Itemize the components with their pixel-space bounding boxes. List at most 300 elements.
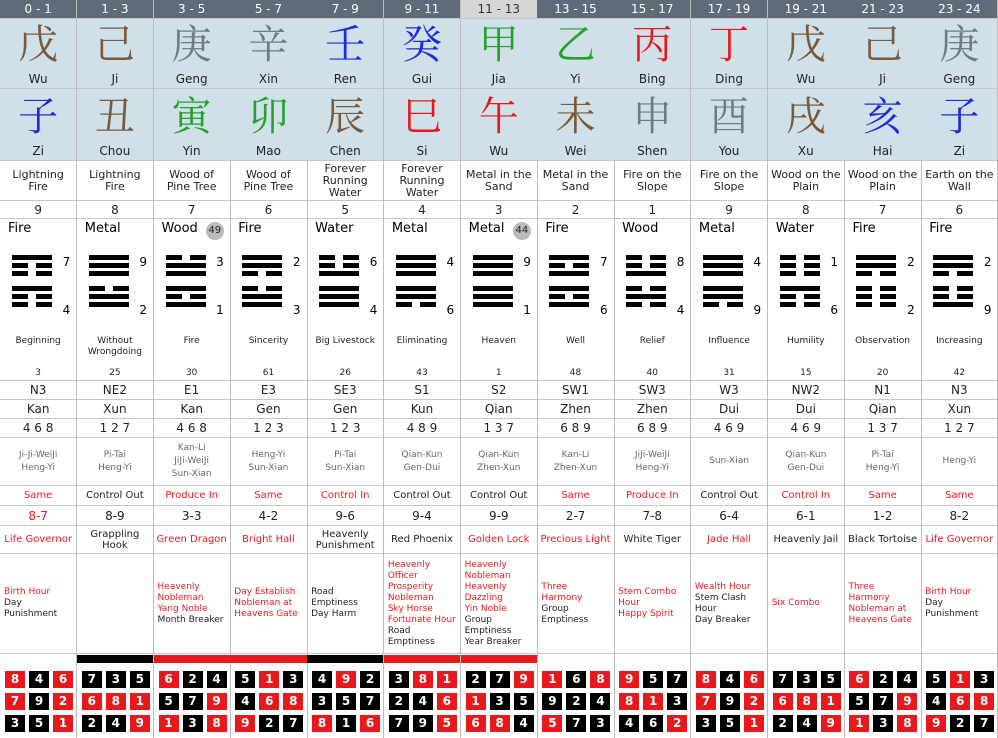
flying-star-number: 8 [696, 671, 716, 688]
hexagram-element: Metal [391, 221, 428, 236]
hexagram-badge: 49 [206, 222, 224, 240]
hexagram-line [166, 294, 206, 299]
broken-line-left [626, 263, 642, 268]
hexagram-cell [230, 219, 306, 381]
flying-star-number: 5 [235, 671, 255, 688]
hexagram-line [549, 271, 589, 276]
solid-line [242, 294, 282, 299]
event-line: Heavenly [464, 581, 507, 592]
event-line: Group [541, 603, 569, 614]
branch-character: 辰 [325, 94, 366, 140]
flying-star-number: 2 [259, 715, 279, 732]
hexagram-line [319, 271, 359, 276]
hexagram-cell [461, 219, 537, 381]
stem-character: 庚 [939, 22, 980, 68]
flying-star-number: 5 [336, 693, 356, 710]
flying-star-number: 4 [413, 693, 433, 710]
flying-star-number: 8 [283, 693, 303, 710]
flying-star-number: 6 [643, 715, 663, 732]
flying-star-number: 4 [720, 671, 740, 688]
star-cell [307, 526, 383, 554]
branch-character: 丑 [94, 94, 135, 140]
hour-column[interactable] [230, 0, 307, 738]
pair-label: Sun-Xian [248, 462, 289, 473]
branch-character: 申 [632, 94, 673, 140]
pair-cell [384, 438, 460, 486]
hexagram-name: Big Livestock [315, 336, 375, 346]
pair-label: Kan-Li [177, 443, 206, 453]
hexagram-cell [307, 219, 383, 381]
hexagram-line [242, 302, 282, 307]
hexagram-lines [396, 255, 436, 310]
stem-pinyin: Bing [638, 72, 666, 86]
flying-star-number: 2 [667, 715, 687, 732]
event-line: Birth Hour [4, 587, 51, 597]
broken-line-right [880, 294, 896, 299]
flying-star-grid [0, 667, 76, 738]
earthly-branch-cell [768, 89, 844, 161]
flying-star-number: 2 [744, 693, 764, 710]
broken-line-right [804, 302, 820, 307]
hour-range-header[interactable]: 17 - 19 [691, 0, 767, 19]
nayin-cell [77, 161, 153, 201]
hexagram-line [12, 255, 52, 260]
hexagram-element: Fire [929, 221, 953, 236]
direction-cell: SW3 [614, 381, 690, 400]
status-bar [307, 655, 383, 663]
hexagram-line [89, 271, 129, 276]
period-number: 6 [921, 201, 997, 219]
star-name: Black Tortoise [848, 534, 918, 545]
event-line: Nobleman at [848, 603, 907, 614]
combination-cell: 9-4 [384, 506, 460, 526]
hour-range-header[interactable]: 5 - 7 [230, 0, 306, 19]
pair-label: Sun-Xian [171, 469, 212, 479]
hexagram-line [856, 286, 896, 291]
stem-character: 甲 [478, 22, 519, 68]
event-line: Nobleman [387, 592, 434, 603]
relation-cell: Same [844, 486, 920, 506]
lower-number: 6 [446, 303, 455, 317]
flying-star-number: 2 [566, 693, 586, 710]
hour-column[interactable] [844, 0, 921, 738]
flying-star-grid [691, 667, 767, 738]
flying-star-number: 4 [235, 693, 255, 710]
trigram-numbers: 4 6 8 [154, 419, 230, 438]
hexagram-cell [77, 219, 153, 381]
solid-line [626, 271, 666, 276]
hexagram-line [473, 294, 513, 299]
direction-cell: S1 [384, 381, 460, 400]
flying-star-number: 3 [106, 671, 126, 688]
flying-star-number: 3 [873, 715, 893, 732]
trigram-cell: Qian [461, 400, 537, 419]
period-number: 6 [230, 201, 306, 219]
hexagram-element: Fire [545, 221, 569, 236]
flying-star-number: 6 [849, 671, 869, 688]
branch-pinyin: Zi [32, 144, 44, 158]
solid-line [12, 255, 52, 260]
hour-column[interactable] [921, 0, 998, 738]
pair-cell [614, 438, 690, 486]
hexagram-cell [537, 219, 613, 381]
hexagram-number: 15 [800, 368, 812, 378]
solid-line [166, 263, 206, 268]
star-cell [461, 526, 537, 554]
earthly-branch-cell [921, 89, 997, 161]
broken-line-right [804, 271, 820, 276]
solid-line [703, 263, 743, 268]
hour-range-header[interactable]: 3 - 5 [154, 0, 230, 19]
hexagram-line [12, 294, 52, 299]
trigram-numbers: 1 3 7 [461, 419, 537, 438]
event-line: Month Breaker [157, 614, 224, 625]
hexagram-lines [89, 255, 129, 310]
hour-range-header[interactable]: 15 - 17 [614, 0, 690, 19]
hour-column[interactable] [77, 0, 154, 738]
broken-line-left [242, 271, 258, 276]
broken-line-right [804, 263, 820, 268]
flying-star-number: 6 [466, 715, 486, 732]
hexagram-line [396, 286, 436, 291]
hexagram-line [319, 294, 359, 299]
flying-star-grid [461, 667, 537, 738]
earthly-branch-cell [154, 89, 230, 161]
flying-star-number: 5 [720, 715, 740, 732]
pair-cell [768, 438, 844, 486]
hour-range-header[interactable]: 11 - 13 [461, 0, 537, 19]
hexagram-lines [549, 255, 589, 310]
event-line: Six Combo [771, 598, 820, 608]
hexagram-line [12, 271, 52, 276]
solid-line [396, 263, 436, 268]
auspicious-events-cell [307, 554, 383, 654]
broken-line-right [880, 271, 896, 276]
hour-column[interactable] [614, 0, 691, 738]
flying-star-number: 6 [950, 693, 970, 710]
flying-star-number: 8 [974, 693, 994, 710]
combination-cell: 7-8 [614, 506, 690, 526]
hexagram-line [856, 255, 896, 260]
solid-line [703, 255, 743, 260]
hexagram-line [242, 286, 282, 291]
auspicious-events-cell [384, 554, 460, 654]
broken-line-left [166, 294, 182, 299]
solid-line [396, 294, 436, 299]
relation-cell: Produce In [614, 486, 690, 506]
event-line: Yang Noble [157, 603, 208, 614]
star-name: Life Governor [925, 534, 994, 545]
broken-line-left [856, 286, 872, 291]
branch-character: 酉 [709, 94, 750, 140]
event-line: Nobleman [464, 570, 511, 581]
hour-range-header[interactable]: 1 - 3 [77, 0, 153, 19]
flying-star-number: 7 [974, 715, 994, 732]
relation-cell: Control Out [461, 486, 537, 506]
combination-cell: 8-7 [0, 506, 76, 526]
hexagram-number: 61 [262, 368, 275, 378]
auspicious-events-cell [230, 554, 306, 654]
solid-line [12, 286, 52, 291]
broken-line-right [420, 302, 436, 307]
broken-line-right [650, 263, 666, 268]
branch-character: 午 [478, 94, 519, 140]
branch-pinyin: Wei [564, 144, 587, 158]
lower-number: 2 [139, 303, 148, 317]
hexagram-line [549, 255, 589, 260]
hexagram-line [12, 286, 52, 291]
broken-line-right [266, 286, 282, 291]
solid-line [166, 286, 206, 291]
hexagram-line [933, 255, 973, 260]
nayin-label: Wood of Pine Tree [166, 167, 217, 193]
hexagram-line [549, 263, 589, 268]
star-cell [768, 526, 844, 554]
heavenly-stem-cell [537, 19, 613, 89]
hexagram-line [166, 271, 206, 276]
hour-column[interactable] [461, 0, 538, 738]
hexagram-line [12, 263, 52, 268]
hexagram-line [780, 286, 820, 291]
trigram-cell: Dui [768, 400, 844, 419]
stem-pinyin: Ding [715, 72, 743, 86]
hexagram-lines [12, 255, 52, 310]
branch-pinyin: Yin [182, 144, 201, 158]
flying-star-number: 9 [29, 693, 49, 710]
hexagram-badge: 44 [513, 222, 531, 240]
lower-number: 9 [983, 303, 992, 317]
star-name: Golden Lock [468, 534, 530, 545]
trigram-cell: Xun [77, 400, 153, 419]
flying-star-number: 6 [773, 693, 793, 710]
star-name: Precious Light [540, 534, 611, 545]
hexagram-lines [856, 255, 896, 310]
flying-star-number: 3 [283, 671, 303, 688]
broken-line-right [190, 294, 206, 299]
hour-column[interactable] [0, 0, 77, 738]
hexagram-lines [933, 255, 973, 310]
pair-label: Sun-Xian [709, 456, 749, 466]
solid-line [703, 294, 743, 299]
star-name: Grappling Hook [90, 528, 140, 551]
nayin-cell [154, 161, 230, 201]
event-line: Emptiness [464, 625, 512, 636]
flying-star-number: 2 [183, 671, 203, 688]
hour-column[interactable] [307, 0, 384, 738]
hexagram-line [242, 263, 282, 268]
flying-star-number: 1 [849, 715, 869, 732]
flying-star-grid [230, 667, 306, 738]
event-line: Three Harmony [848, 581, 890, 603]
hour-column[interactable] [537, 0, 614, 738]
heavenly-stem-cell [844, 19, 920, 89]
upper-number: 2 [292, 255, 301, 269]
direction-cell: NW2 [768, 381, 844, 400]
broken-line-left [12, 294, 28, 299]
hour-column[interactable] [691, 0, 768, 738]
status-bar [77, 655, 153, 663]
combination-cell: 6-1 [768, 506, 844, 526]
flying-star-number: 4 [590, 693, 610, 710]
flying-star-number: 8 [590, 671, 610, 688]
flying-star-number: 9 [514, 671, 534, 688]
flying-star-number: 5 [926, 671, 946, 688]
pair-label: Pi-Tai [871, 449, 894, 460]
lower-number: 6 [600, 303, 608, 317]
hexagram-line [933, 286, 973, 291]
solid-line [933, 263, 973, 268]
pair-label: Sun-Xian [325, 462, 366, 473]
broken-line-right [573, 263, 589, 268]
flying-star-number: 9 [619, 671, 639, 688]
relation-cell: Same [537, 486, 613, 506]
stem-character: 戊 [785, 22, 826, 68]
trigram-numbers: 4 8 9 [384, 419, 460, 438]
auspicious-events-cell [154, 554, 230, 654]
hexagram-name: Beginning [15, 336, 61, 346]
hour-range-header[interactable]: 0 - 1 [0, 0, 76, 19]
flying-star-number: 3 [5, 715, 25, 732]
stem-character: 己 [94, 22, 135, 68]
broken-line-left [780, 263, 796, 268]
flying-star-number: 9 [926, 715, 946, 732]
broken-line-left [549, 294, 565, 299]
solid-line [933, 302, 973, 307]
hexagram-line [780, 294, 820, 299]
hour-column[interactable] [384, 0, 461, 738]
flying-star-number: 6 [53, 671, 73, 688]
hexagram-number: 1 [495, 368, 502, 378]
hour-range-header[interactable]: 19 - 21 [768, 0, 844, 19]
solid-line [473, 286, 513, 291]
broken-line-left [626, 286, 642, 291]
flying-star-number: 7 [566, 715, 586, 732]
star-name: Jade Hall [707, 534, 752, 545]
flying-star-number: 1 [53, 715, 73, 732]
flying-star-number: 6 [159, 671, 179, 688]
pair-label: Heng-Yi [251, 449, 286, 460]
hexagram-line [319, 255, 359, 260]
broken-line-left [626, 255, 642, 260]
event-line: Dazzling [464, 592, 503, 603]
stem-pinyin: Geng [175, 72, 208, 86]
hour-column[interactable] [768, 0, 845, 738]
event-line: Birth Hour [925, 587, 972, 597]
upper-number: 4 [753, 255, 762, 269]
event-line: Year Breaker [464, 636, 522, 647]
earthly-branch-cell [77, 89, 153, 161]
flying-star-number: 8 [5, 671, 25, 688]
flying-star-number: 6 [259, 693, 279, 710]
hexagram-lines [166, 255, 206, 310]
broken-line-left [933, 271, 949, 276]
solid-line [242, 263, 282, 268]
broken-line-left [626, 302, 642, 307]
flying-star-number: 9 [130, 715, 150, 732]
branch-pinyin: Xu [797, 144, 814, 158]
pair-label: Gen-Dui [403, 462, 441, 473]
flying-star-number: 7 [82, 671, 102, 688]
pair-label: Heng-Yi [865, 462, 900, 473]
flying-star-number: 8 [619, 693, 639, 710]
hour-column[interactable] [154, 0, 231, 738]
direction-cell: E1 [154, 381, 230, 400]
hour-range-header[interactable]: 7 - 9 [307, 0, 383, 19]
broken-line-left [933, 294, 949, 299]
heavenly-stem-cell [384, 19, 460, 89]
hexagram-cell [614, 219, 690, 381]
direction-cell: N3 [921, 381, 997, 400]
flying-star-number: 8 [897, 715, 917, 732]
flying-star-number: 7 [873, 693, 893, 710]
trigram-numbers: 1 2 3 [230, 419, 306, 438]
lower-number: 4 [676, 303, 685, 317]
hour-range-header[interactable]: 9 - 11 [384, 0, 460, 19]
pair-cell [844, 438, 920, 486]
pair-label: JiJi-WeiJi [634, 449, 670, 460]
star-name: Life Governor [4, 534, 72, 545]
event-line: Road [387, 625, 411, 636]
earthly-branch-cell [384, 89, 460, 161]
hexagram-line [856, 271, 896, 276]
flying-star-number: 7 [360, 693, 380, 710]
branch-character: 卯 [248, 94, 289, 140]
broken-line-right [650, 302, 666, 307]
hour-range-header[interactable]: 23 - 24 [921, 0, 997, 19]
star-cell [537, 526, 613, 554]
stem-character: 己 [862, 22, 903, 68]
broken-line-left [703, 302, 719, 307]
hexagram-element: Wood [161, 221, 198, 236]
combination-cell: 9-6 [307, 506, 383, 526]
broken-line-left [12, 302, 28, 307]
hexagram-line [549, 294, 589, 299]
period-number: 7 [844, 201, 920, 219]
hexagram-element: Metal [84, 221, 121, 236]
solid-line [626, 294, 666, 299]
hour-range-header[interactable]: 21 - 23 [844, 0, 920, 19]
hour-range-header[interactable]: 13 - 15 [537, 0, 613, 19]
hexagram-line [703, 294, 743, 299]
hexagram-line [933, 263, 973, 268]
hexagram-element: Fire [8, 221, 32, 236]
hexagram-element: Water [315, 221, 354, 236]
event-line: Day [925, 598, 943, 608]
flying-star-number: 1 [336, 715, 356, 732]
broken-line-right [190, 255, 206, 260]
trigram-numbers: 4 6 8 [0, 419, 76, 438]
event-line: Fortunate Hour [387, 614, 456, 625]
event-line: Nobleman at [234, 598, 293, 608]
hexagram-cell [844, 219, 920, 381]
broken-line-left [549, 263, 565, 268]
flying-star-number: 7 [696, 693, 716, 710]
hexagram-line [703, 255, 743, 260]
flying-star-number: 7 [389, 715, 409, 732]
hexagram-number: 48 [569, 368, 582, 378]
pair-label: Heng-Yi [98, 462, 132, 473]
hexagram-line [703, 263, 743, 268]
relation-cell: Same [921, 486, 997, 506]
status-bar [230, 655, 306, 663]
combination-cell: 8-2 [921, 506, 997, 526]
direction-cell: SW1 [537, 381, 613, 400]
hexagram-name: Without Wrongdoing [87, 336, 142, 357]
nayin-cell [384, 161, 460, 201]
hexagram-number: 20 [876, 368, 889, 378]
flying-star-number: 1 [643, 693, 663, 710]
direction-cell: W3 [691, 381, 767, 400]
